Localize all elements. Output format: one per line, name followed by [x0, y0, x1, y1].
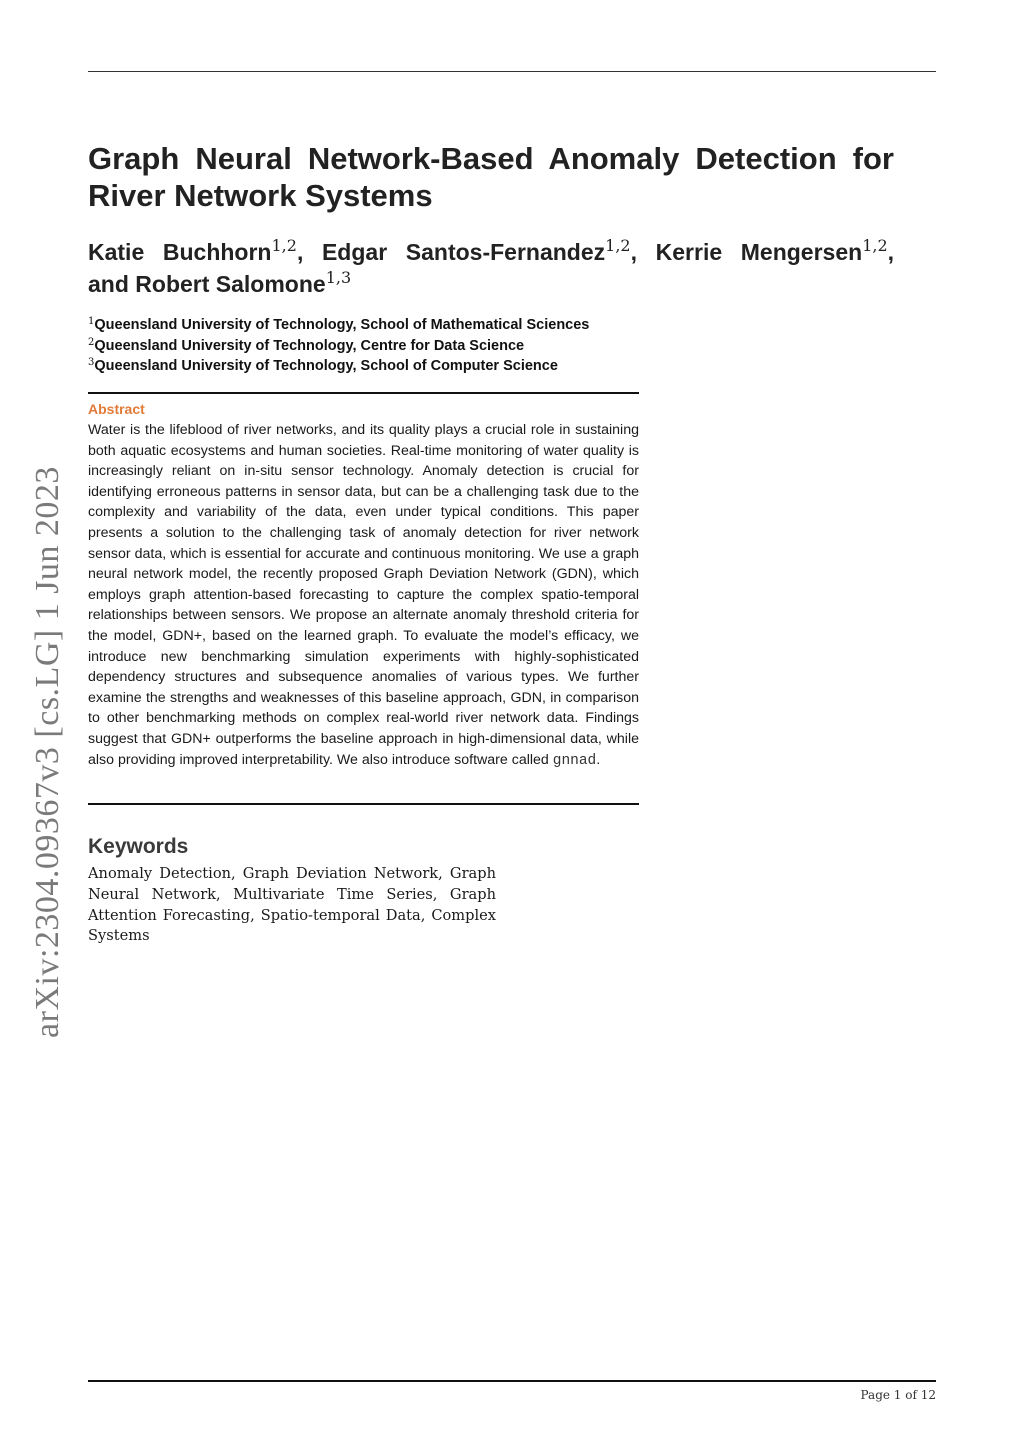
page-number: Page 1 of 12 — [860, 1388, 936, 1402]
author-separator: , — [630, 239, 656, 265]
author-line-1 — [88, 236, 894, 268]
abstract-text: Water is the lifeblood of river networks, and its quality plays a crucial role in sustaining both aquatic ecosystems and human societies. Real-time monitoring of water quality is increasingly reliant on in-situ sensor technology. Anomaly detection is crucial for identifying erroneous patterns in sensor data, but can be a challenging task due to the complexity and variability of the data, even under typical conditions. This paper presents a solution to the challenging task of anomaly detection for river network sensor data, which is essential for accurate and continuous monitoring. We use a graph neural network model, the recently proposed Graph Deviation Network (GDN), which employs graph attention-based forecasting to capture the complex spatio-temporal relationships between sensors. We propose an alternate anomaly threshold criteria for the model, GDN+, based on the learned graph. To evaluate the model’s efficacy, we introduce new benchmarking simulation experiments with highly-sophisticated dependency structures and subsequence anomalies of various types. We further examine the strengths and weaknesses of this baseline approach, GDN, in comparison to other benchmarking methods on complex real-world river network data. Findings suggest that GDN+ outperforms the baseline approach in high-dimensional data, while also providing improved interpretability. We also introduce software called — [88, 422, 639, 768]
abstract-top-rule — [88, 392, 639, 394]
author-prefix: and — [88, 271, 136, 297]
author-affil-marker: 1,3 — [325, 268, 352, 287]
author-name: Robert Salomone — [135, 271, 326, 297]
author-separator: , — [887, 239, 895, 265]
arxiv-identifier: arXiv:2304.09367v3 [cs.LG] 1 Jun 2023 — [29, 466, 66, 1038]
affiliation-list — [88, 315, 648, 377]
author-line-2 — [88, 268, 894, 300]
affiliation-number: 2 — [88, 336, 95, 348]
top-rule — [88, 71, 936, 72]
abstract-heading: Abstract — [88, 401, 145, 417]
author-affil-marker: 1,2 — [271, 236, 297, 255]
author-name: Kerrie Mengersen — [655, 239, 863, 265]
affiliation — [88, 336, 648, 357]
software-name: gnnad — [552, 752, 597, 769]
affiliation — [88, 356, 648, 377]
abstract-bottom-rule — [88, 803, 639, 805]
author-name: Katie Buchhorn — [88, 239, 272, 265]
author-list — [88, 236, 894, 300]
affiliation-text: Queensland University of Technology, Centre for Data Science — [94, 337, 525, 354]
author-affil-marker: 1,2 — [605, 236, 631, 255]
abstract-end: . — [596, 751, 601, 768]
author-separator: , — [296, 239, 322, 265]
keywords-text: Anomaly Detection, Graph Deviation Network, Graph Neural Network, Multivariate Time Series, Graph Attention Forecasting, Spatio-temporal Data, Complex Systems — [88, 865, 496, 945]
affiliation-number: 3 — [88, 357, 95, 368]
abstract-body — [88, 420, 639, 771]
affiliation-text: Queensland University of Technology, School of Mathematical Sciences — [94, 317, 590, 333]
affiliation-number: 1 — [88, 316, 95, 327]
affiliation — [88, 315, 648, 336]
author-affil-marker: 1,2 — [862, 236, 888, 255]
footer-rule — [88, 1380, 936, 1382]
keywords-heading: Keywords — [88, 835, 189, 858]
paper-title — [88, 140, 894, 214]
title-line-1: Graph Neural Network-Based Anomaly Detection for — [88, 141, 894, 176]
title-line-2: River Network Systems — [88, 178, 433, 213]
author-name: Edgar Santos-Fernandez — [321, 239, 606, 265]
affiliation-text: Queensland University of Technology, School of Computer Science — [94, 358, 558, 374]
